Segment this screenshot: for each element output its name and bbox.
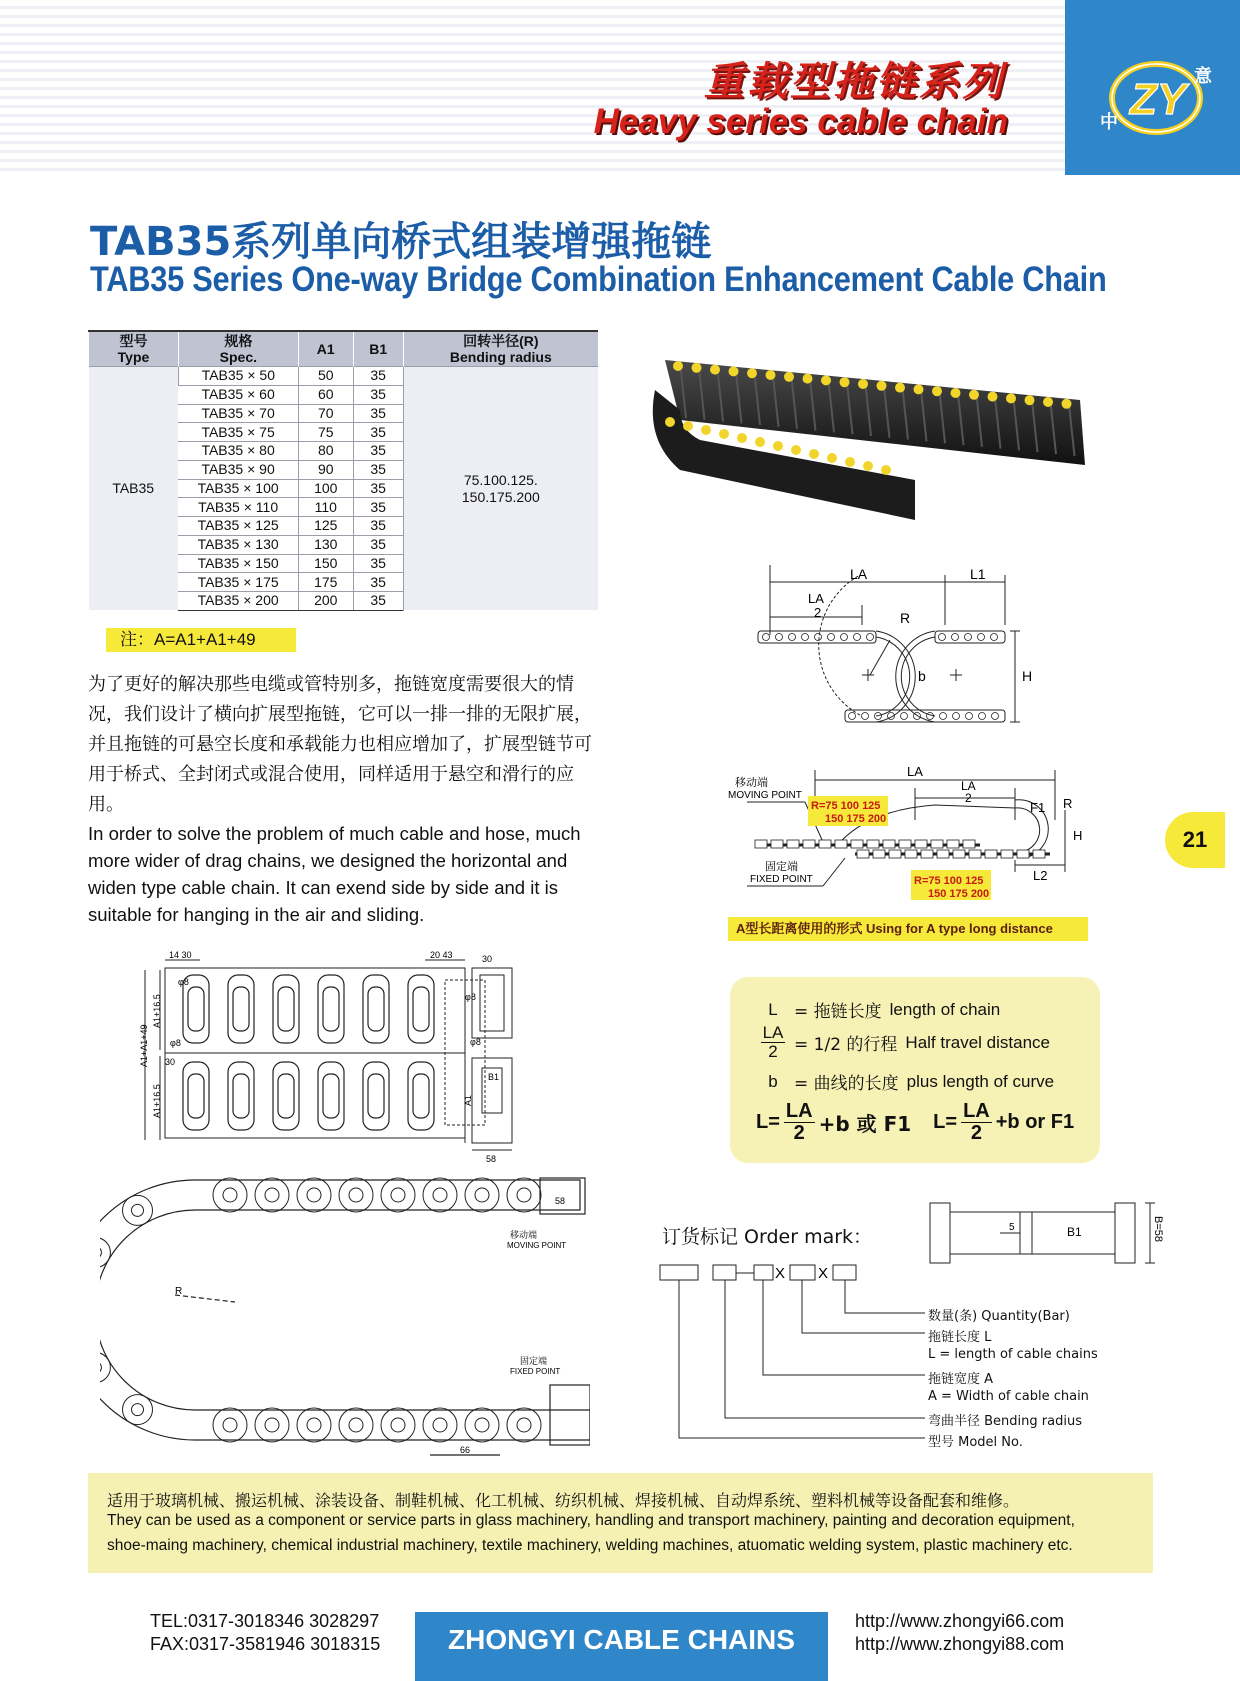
chain-link bbox=[905, 850, 917, 858]
chain-pin bbox=[809, 449, 819, 459]
chain-link bbox=[965, 634, 972, 641]
svg-text:R: R bbox=[175, 1286, 183, 1297]
cell-b1: 35 bbox=[353, 535, 403, 554]
svg-text:X: X bbox=[818, 1265, 829, 1282]
chain-link bbox=[969, 850, 981, 858]
chain-link bbox=[899, 840, 911, 848]
chain-link bbox=[1017, 850, 1029, 858]
chain-roller-hub bbox=[307, 1188, 321, 1202]
chain-roller-hub bbox=[391, 1418, 405, 1432]
chain-pin bbox=[895, 383, 905, 393]
chain-link bbox=[940, 713, 947, 720]
cell-a1: 50 bbox=[298, 367, 353, 386]
chain-link bbox=[789, 634, 796, 641]
chain-link bbox=[939, 634, 946, 641]
order-radius: 弯曲半径 Bending radius bbox=[928, 1414, 1082, 1429]
contact-phone bbox=[150, 1610, 380, 1656]
col-spec-cn: 规格 bbox=[224, 333, 253, 349]
chain-side-view-drawing bbox=[100, 1170, 590, 1460]
order-width-en: A = Width of cable chain bbox=[928, 1389, 1089, 1404]
svg-text:66: 66 bbox=[460, 1445, 471, 1455]
cell-spec: TAB35 × 100 bbox=[178, 479, 298, 498]
chain-slot bbox=[228, 1062, 254, 1130]
usage-en-line1: They can be used as a component or service parts in glass machinery, handling and transport machinery, painting and decoration equipment, bbox=[107, 1512, 1075, 1529]
chain-roller bbox=[381, 1178, 415, 1212]
chain-slot-inner bbox=[413, 987, 429, 1031]
svg-text:20 43: 20 43 bbox=[430, 950, 453, 960]
svg-text:58: 58 bbox=[555, 1196, 566, 1206]
chain-link bbox=[963, 840, 975, 848]
chain-link bbox=[802, 634, 809, 641]
chain-link bbox=[776, 634, 783, 641]
col-radius-cn: 回转半径(R) bbox=[463, 333, 539, 349]
cell-b1: 35 bbox=[353, 367, 403, 386]
chain-link bbox=[835, 840, 847, 848]
chain-roller-hub bbox=[475, 1418, 489, 1432]
svg-text:移动端: 移动端 bbox=[735, 777, 768, 789]
chain-slot bbox=[408, 975, 434, 1043]
svg-text:固定端: 固定端 bbox=[520, 1356, 548, 1366]
svg-text:2: 2 bbox=[965, 791, 972, 805]
product-title-en: TAB35 Series One-way Bridge Combination Enhancement Cable Chain bbox=[90, 260, 1107, 299]
chain-roller-hub bbox=[349, 1188, 363, 1202]
svg-text:5: 5 bbox=[1009, 1222, 1015, 1233]
chain-pin bbox=[719, 429, 729, 439]
cell-a1: 100 bbox=[298, 479, 353, 498]
svg-text:φ8: φ8 bbox=[470, 1037, 481, 1047]
chain-slot bbox=[273, 975, 299, 1043]
chain-roller bbox=[297, 1178, 331, 1212]
svg-text:φ8: φ8 bbox=[178, 977, 189, 987]
radius-line-1: 75.100.125. bbox=[463, 471, 538, 488]
svg-text:150 175 200: 150 175 200 bbox=[825, 813, 887, 825]
cell-a1: 90 bbox=[298, 460, 353, 479]
chain-link bbox=[763, 634, 770, 641]
svg-text:30: 30 bbox=[482, 954, 493, 964]
chain-roller bbox=[381, 1408, 415, 1442]
cell-spec: TAB35 × 50 bbox=[178, 367, 298, 386]
brand-name: ZHONGYI CABLE CHAINS bbox=[448, 1624, 795, 1655]
chain-slot-inner bbox=[368, 987, 384, 1031]
cell-spec: TAB35 × 90 bbox=[178, 460, 298, 479]
cell-a1: 130 bbox=[298, 535, 353, 554]
order-mark-diagram bbox=[655, 1258, 935, 1448]
formula-equation: L= $\frac{LA}{2}$ +b 或 F1 L= $\frac{LA}{2}$ +b or F1 bbox=[756, 1100, 1075, 1144]
svg-text:LA: LA bbox=[907, 764, 923, 779]
product-title-cn: TAB35系列单向桥式组装增强拖链 bbox=[90, 219, 712, 265]
website-link-1[interactable]: http://www.zhongyi66.com bbox=[855, 1611, 1065, 1631]
spec-table-header bbox=[89, 331, 599, 367]
svg-text:LA: LA bbox=[850, 566, 868, 582]
chain-link bbox=[787, 840, 799, 848]
chain-link bbox=[819, 840, 831, 848]
chain-link bbox=[849, 713, 856, 720]
chain-slot-inner bbox=[413, 1074, 429, 1118]
formula-note: 注：A=A1+A1+49 bbox=[106, 628, 296, 652]
col-type-en: Type bbox=[117, 349, 150, 365]
cell-a1: 125 bbox=[298, 517, 353, 536]
svg-text:移动端: 移动端 bbox=[510, 1230, 538, 1240]
chain-pin bbox=[988, 392, 998, 402]
chain-roller bbox=[423, 1178, 457, 1212]
cell-b1: 35 bbox=[353, 404, 403, 423]
chain-pin bbox=[858, 379, 868, 389]
cell-b1: 35 bbox=[353, 573, 403, 592]
order-length-cn: 拖链长度 L bbox=[928, 1330, 992, 1345]
chain-roller-hub bbox=[265, 1418, 279, 1432]
chain-link bbox=[915, 840, 927, 848]
chain-roller-hub bbox=[475, 1188, 489, 1202]
chain-slot bbox=[363, 1062, 389, 1130]
long-distance-caption: A型长距离使用的形式 Using for A type long distance bbox=[728, 917, 1088, 941]
svg-text:A1+A1+49: A1+A1+49 bbox=[139, 1024, 149, 1067]
svg-text:A1+16.5: A1+16.5 bbox=[152, 1084, 162, 1118]
logo-char-left: 中 bbox=[1100, 112, 1118, 132]
svg-text:L2: L2 bbox=[1033, 868, 1048, 883]
website-links bbox=[855, 1610, 1064, 1656]
table-row bbox=[89, 367, 599, 386]
cross-section-drawing bbox=[925, 1198, 1165, 1273]
radius-cell bbox=[403, 367, 598, 611]
chain-link bbox=[828, 634, 835, 641]
chain-roller bbox=[465, 1178, 499, 1212]
svg-text:X: X bbox=[775, 1265, 786, 1282]
chain-link bbox=[1033, 850, 1045, 858]
svg-text:FIXED POINT: FIXED POINT bbox=[750, 874, 813, 885]
cell-a1: 200 bbox=[298, 592, 353, 611]
chain-slot-inner bbox=[368, 1074, 384, 1118]
cell-b1: 35 bbox=[353, 517, 403, 536]
chain-roller bbox=[507, 1408, 541, 1442]
cell-b1: 35 bbox=[353, 498, 403, 517]
logo-char-right: 意 bbox=[1194, 66, 1212, 86]
chain-pin bbox=[1025, 395, 1035, 405]
cell-b1: 35 bbox=[353, 460, 403, 479]
chain-link bbox=[815, 634, 822, 641]
cell-spec: TAB35 × 175 bbox=[178, 573, 298, 592]
chain-pin bbox=[701, 425, 711, 435]
chain-slot-inner bbox=[233, 1074, 249, 1118]
svg-text:MOVING POINT: MOVING POINT bbox=[728, 790, 802, 801]
svg-text:R: R bbox=[900, 610, 911, 626]
chain-roller bbox=[507, 1178, 541, 1212]
chain-pin bbox=[821, 375, 831, 385]
chain-pin bbox=[747, 368, 757, 378]
bending-dimension-diagram bbox=[740, 565, 1040, 740]
chain-roller-hub bbox=[517, 1418, 531, 1432]
chain-link bbox=[854, 634, 861, 641]
svg-text:LA: LA bbox=[961, 779, 976, 793]
chain-slot bbox=[318, 975, 344, 1043]
company-logo bbox=[1088, 48, 1218, 148]
chain-pin bbox=[710, 365, 720, 375]
chain-link bbox=[953, 713, 960, 720]
chain-slot bbox=[318, 1062, 344, 1130]
cell-b1: 35 bbox=[353, 479, 403, 498]
col-a1: A1 bbox=[298, 331, 353, 367]
chain-link bbox=[979, 713, 986, 720]
chain-slot-inner bbox=[323, 1074, 339, 1118]
chain-slot-inner bbox=[188, 987, 204, 1031]
formula-l-row: L = 拖链长度 length of chain bbox=[768, 999, 1001, 1022]
chain-pin bbox=[1062, 399, 1072, 409]
cell-a1: 80 bbox=[298, 442, 353, 461]
chain-link bbox=[841, 634, 848, 641]
chain-slot bbox=[408, 1062, 434, 1130]
chain-slot bbox=[363, 975, 389, 1043]
svg-text:2: 2 bbox=[814, 605, 822, 620]
tel-line: TEL:0317-3018346 3028297 bbox=[150, 1611, 380, 1631]
svg-text:58: 58 bbox=[486, 1154, 497, 1164]
usage-cn: 适用于玻璃机械、搬运机械、涂装设备、制鞋机械、化工机械、纺织机械、焊接机械、自动焊系统、塑料机械等设备配套和维修。 bbox=[107, 1491, 1020, 1510]
chain-pin bbox=[1006, 393, 1016, 403]
chain-roller-hub bbox=[132, 1204, 144, 1216]
chain-link bbox=[953, 850, 965, 858]
chain-link bbox=[889, 850, 901, 858]
description-cn: 为了更好的解决那些电缆或管特别多，拖链宽度需要很大的情况，我们设计了横向扩展型拖链，它可以一排一排的无限扩展，并且拖链的可悬空长度和承载能力也相应增加了，扩展型链节可用于桥式、全封闭式或混合使用，同样适用于悬空和滑行的应用。 bbox=[88, 674, 592, 815]
chain-roller bbox=[123, 1195, 153, 1225]
cell-spec: TAB35 × 75 bbox=[178, 423, 298, 442]
cell-b1: 35 bbox=[353, 442, 403, 461]
chain-link bbox=[952, 634, 959, 641]
cable-chain-photo bbox=[640, 330, 1140, 530]
chain-roller bbox=[255, 1178, 289, 1212]
order-qty: 数量(条) Quantity(Bar) bbox=[928, 1309, 1070, 1324]
chain-roller bbox=[339, 1408, 373, 1442]
chain-roller-hub bbox=[517, 1188, 531, 1202]
chain-roller-hub bbox=[265, 1188, 279, 1202]
chain-roller bbox=[339, 1178, 373, 1212]
chain-link bbox=[1001, 850, 1013, 858]
svg-text:φ8: φ8 bbox=[465, 992, 476, 1002]
cell-spec: TAB35 × 125 bbox=[178, 517, 298, 536]
svg-text:A1+16.5: A1+16.5 bbox=[152, 994, 162, 1028]
chain-pin bbox=[683, 421, 693, 431]
chain-pin bbox=[784, 372, 794, 382]
chain-pin bbox=[737, 433, 747, 443]
chain-pin bbox=[914, 384, 924, 394]
svg-text:H: H bbox=[1022, 668, 1033, 684]
svg-text:B1: B1 bbox=[1067, 1225, 1082, 1239]
cell-spec: TAB35 × 80 bbox=[178, 442, 298, 461]
page-number-badge: 21 bbox=[1165, 812, 1225, 868]
svg-text:H: H bbox=[1073, 828, 1083, 843]
svg-text:b: b bbox=[918, 668, 926, 684]
fax-line: FAX:0317-3581946 3018315 bbox=[150, 1634, 381, 1654]
chain-link bbox=[803, 840, 815, 848]
svg-text:固定端: 固定端 bbox=[765, 861, 798, 873]
chain-pin bbox=[863, 461, 873, 471]
chain-pin bbox=[803, 374, 813, 384]
chain-section-drawing bbox=[460, 950, 530, 1165]
cell-spec: TAB35 × 60 bbox=[178, 385, 298, 404]
chain-roller bbox=[297, 1408, 331, 1442]
chain-link bbox=[755, 840, 767, 848]
chain-pin bbox=[755, 437, 765, 447]
svg-text:MOVING POINT: MOVING POINT bbox=[507, 1241, 567, 1250]
svg-text:30: 30 bbox=[165, 1057, 176, 1067]
chain-link bbox=[873, 850, 885, 858]
chain-roller-hub bbox=[100, 1362, 101, 1374]
chain-pin bbox=[692, 363, 702, 373]
chain-pin bbox=[840, 377, 850, 387]
chain-link bbox=[947, 840, 959, 848]
chain-pin bbox=[729, 366, 739, 376]
chain-link bbox=[985, 850, 997, 858]
svg-text:B1: B1 bbox=[488, 1072, 500, 1082]
svg-text:ZY: ZY bbox=[1130, 75, 1187, 124]
chain-slot-inner bbox=[323, 987, 339, 1031]
chain-pin bbox=[845, 457, 855, 467]
chain-slot bbox=[183, 1062, 209, 1130]
chain-pin bbox=[877, 381, 887, 391]
svg-text:φ8: φ8 bbox=[170, 1038, 181, 1048]
svg-text:FIXED POINT: FIXED POINT bbox=[510, 1367, 561, 1376]
col-type-cn: 型号 bbox=[119, 333, 148, 349]
cell-spec: TAB35 × 70 bbox=[178, 404, 298, 423]
svg-text:B=58: B=58 bbox=[1152, 1216, 1164, 1242]
chain-link bbox=[862, 713, 869, 720]
chain-pin bbox=[932, 386, 942, 396]
cell-spec: TAB35 × 130 bbox=[178, 535, 298, 554]
svg-text:150 175 200: 150 175 200 bbox=[928, 888, 990, 900]
chain-link bbox=[931, 840, 943, 848]
chain-roller-hub bbox=[349, 1418, 363, 1432]
long-distance-diagram bbox=[725, 760, 1100, 910]
cell-b1: 35 bbox=[353, 385, 403, 404]
cell-a1: 70 bbox=[298, 404, 353, 423]
chain-link bbox=[857, 850, 869, 858]
svg-text:F1: F1 bbox=[1030, 800, 1046, 815]
chain-link bbox=[978, 634, 985, 641]
cell-a1: 60 bbox=[298, 385, 353, 404]
svg-text:A1: A1 bbox=[463, 1094, 473, 1106]
chain-roller-hub bbox=[100, 1247, 101, 1259]
chain-pin bbox=[1043, 397, 1053, 407]
chain-roller bbox=[123, 1395, 153, 1425]
chain-slot-inner bbox=[278, 987, 294, 1031]
col-b1: B1 bbox=[353, 331, 403, 367]
usage-en-line2: shoe-maing machinery, chemical industrial machinery, textile machinery, welding machines, atuomatic welding system, plastic machinery etc. bbox=[107, 1537, 1073, 1554]
chain-pin bbox=[766, 370, 776, 380]
cell-a1: 150 bbox=[298, 554, 353, 573]
svg-text:L1: L1 bbox=[970, 566, 986, 582]
chain-link bbox=[851, 840, 863, 848]
svg-text:LA: LA bbox=[808, 591, 824, 606]
radius-line-2: 150.175.200 bbox=[461, 488, 540, 505]
chain-slot bbox=[228, 975, 254, 1043]
header-title-cn: 重载型拖链系列 bbox=[704, 59, 1005, 105]
formula-box bbox=[730, 977, 1100, 1163]
type-cell: TAB35 bbox=[89, 367, 179, 611]
chain-link bbox=[771, 840, 783, 848]
chain-roller-hub bbox=[433, 1418, 447, 1432]
svg-text:14 30: 14 30 bbox=[169, 950, 192, 960]
formula-la-row: $\frac{LA}{2}$ = 1/2 的行程 Half travel distance bbox=[762, 1023, 1050, 1061]
chain-slot bbox=[273, 1062, 299, 1130]
chain-roller-hub bbox=[307, 1418, 321, 1432]
svg-text:R=75 100 125: R=75 100 125 bbox=[914, 875, 984, 887]
chain-pin bbox=[791, 445, 801, 455]
col-radius-en: Bending radius bbox=[449, 349, 552, 365]
cell-b1: 35 bbox=[353, 423, 403, 442]
chain-link bbox=[867, 840, 879, 848]
chain-roller bbox=[213, 1178, 247, 1212]
cell-a1: 75 bbox=[298, 423, 353, 442]
col-spec-en: Spec. bbox=[219, 349, 258, 365]
order-length-en: L = length of cable chains bbox=[928, 1347, 1098, 1362]
chain-pin bbox=[881, 465, 891, 475]
chain-link bbox=[937, 850, 949, 858]
chain-roller-hub bbox=[223, 1188, 237, 1202]
formula-b-row: b = 曲线的长度 plus length of curve bbox=[768, 1071, 1055, 1094]
chain-link bbox=[901, 713, 908, 720]
cell-a1: 110 bbox=[298, 498, 353, 517]
chain-pin bbox=[665, 417, 675, 427]
order-width-cn: 拖链宽度 A bbox=[928, 1372, 994, 1387]
chain-link bbox=[992, 713, 999, 720]
chain-link bbox=[966, 713, 973, 720]
description-en: In order to solve the problem of much cable and hose, much more wider of drag chains, we designed the horizontal and widen type cable chain. It can exend side by side and it is suitable for hanging in the air and sliding. bbox=[88, 823, 581, 925]
chain-roller-hub bbox=[223, 1418, 237, 1432]
chain-roller bbox=[255, 1408, 289, 1442]
chain-roller-hub bbox=[433, 1188, 447, 1202]
chain-link bbox=[883, 840, 895, 848]
cell-b1: 35 bbox=[353, 554, 403, 573]
chain-link bbox=[991, 634, 998, 641]
chain-pin bbox=[773, 441, 783, 451]
chain-link bbox=[914, 713, 921, 720]
order-mark-title: 订货标记 Order mark： bbox=[662, 1226, 873, 1248]
cell-spec: TAB35 × 150 bbox=[178, 554, 298, 573]
cell-b1: 35 bbox=[353, 592, 403, 611]
chain-slot-inner bbox=[278, 1074, 294, 1118]
chain-slot-inner bbox=[233, 987, 249, 1031]
header-title-en: Heavy series cable chain bbox=[593, 102, 1008, 141]
chain-roller-hub bbox=[391, 1188, 405, 1202]
cell-a1: 175 bbox=[298, 573, 353, 592]
chain-roller bbox=[465, 1408, 499, 1442]
svg-text:R=75 100 125: R=75 100 125 bbox=[811, 800, 881, 812]
chain-roller bbox=[213, 1408, 247, 1442]
chain-roller-hub bbox=[132, 1404, 144, 1416]
website-link-2[interactable]: http://www.zhongyi88.com bbox=[855, 1634, 1065, 1654]
chain-pin bbox=[969, 390, 979, 400]
cell-spec: TAB35 × 200 bbox=[178, 592, 298, 611]
chain-link bbox=[867, 634, 874, 641]
chain-link bbox=[921, 850, 933, 858]
cell-spec: TAB35 × 110 bbox=[178, 498, 298, 517]
spec-table bbox=[88, 330, 598, 611]
svg-text:R: R bbox=[1063, 796, 1073, 811]
chain-roller bbox=[423, 1408, 457, 1442]
chain-pin bbox=[951, 388, 961, 398]
order-model: 型号 Model No. bbox=[928, 1435, 1023, 1450]
chain-slot-inner bbox=[188, 1074, 204, 1118]
chain-pin bbox=[673, 361, 683, 371]
chain-pin bbox=[827, 453, 837, 463]
